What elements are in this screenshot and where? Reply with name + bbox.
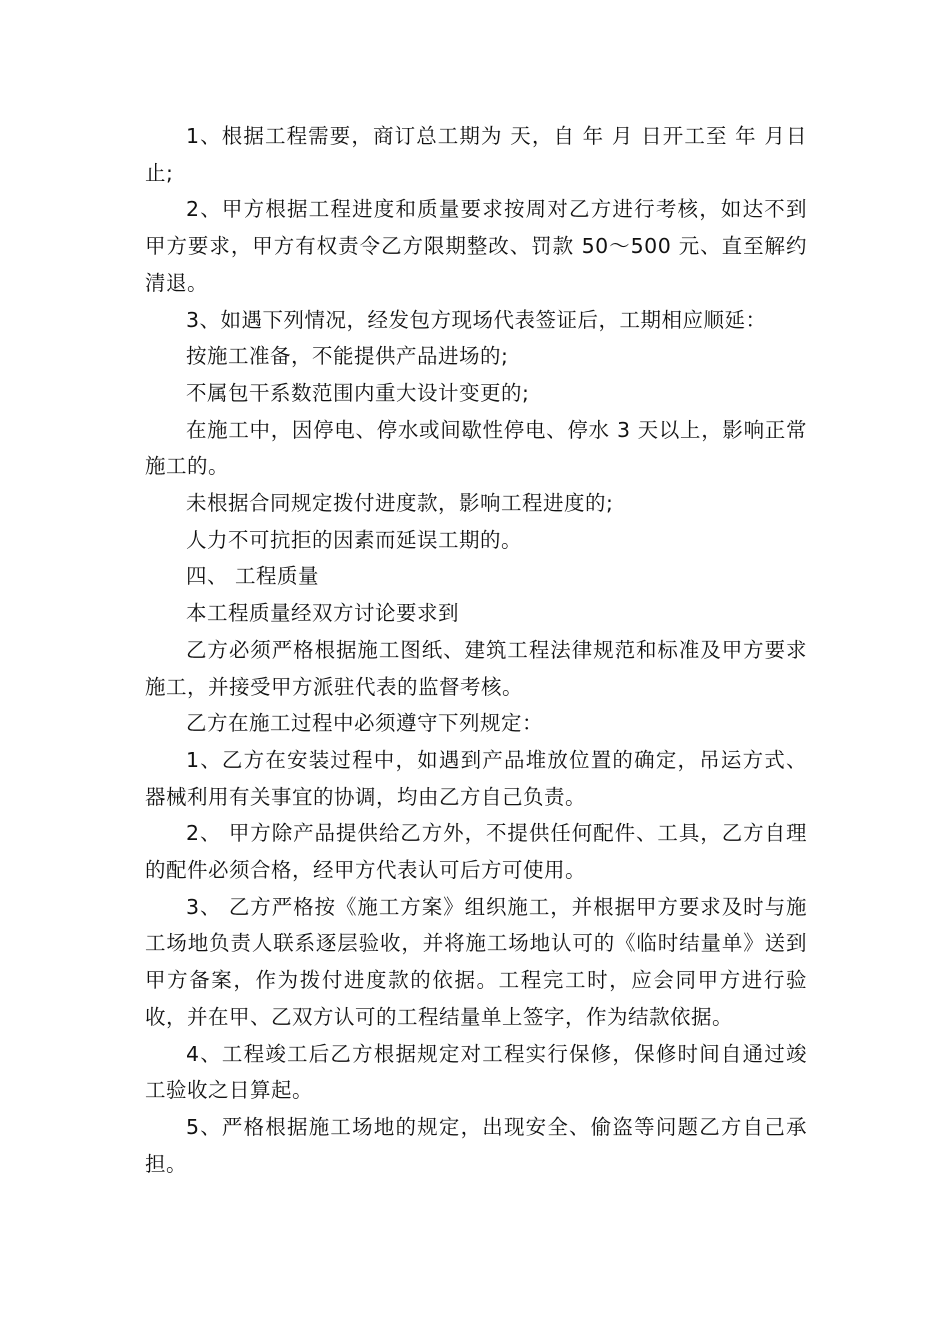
- paragraph-rule-site-safety: 5、严格根据施工场地的规定，出现安全、偷盗等问题乙方自己承担。: [145, 1114, 807, 1176]
- paragraph-rule-installation: 1、乙方在安装过程中，如遇到产品堆放位置的确定，吊运方式、器械利用有关事宜的协调，均由乙方自己负责。: [145, 747, 807, 809]
- paragraph-quality-target: 本工程质量经双方讨论要求到: [186, 601, 459, 626]
- paragraph-condition-force-majeure: 人力不可抗拒的因素而延误工期的。: [186, 527, 522, 552]
- paragraph-condition-payment-delay: 未根据合同规定拨付进度款，影响工程进度的;: [186, 491, 614, 516]
- paragraph-rule-warranty: 4、工程竣工后乙方根据规定对工程实行保修，保修时间自通过竣工验收之日算起。: [145, 1041, 807, 1103]
- paragraph-schedule-term: 1、根据工程需要，商订总工期为 天，自 年 月 日开工至 年 月日止;: [145, 124, 807, 185]
- paragraph-construction-standards: 乙方必须严格根据施工图纸、建筑工程法律规范和标准及甲方要求施工，并接受甲方派驻代表的监督考核。: [145, 637, 807, 699]
- paragraph-extension-conditions: 3、如遇下列情况，经发包方现场代表签证后，工期相应顺延：: [186, 307, 767, 332]
- paragraph-condition-power-water-outage: 在施工中，因停电、停水或间歇性停电、停水 3 天以上，影响正常施工的。: [145, 417, 807, 479]
- paragraph-weekly-assessment: 2、甲方根据工程进度和质量要求按周对乙方进行考核，如达不到甲方要求，甲方有权责令乙方限期整改、罚款 50～500 元、直至解约清退。: [145, 197, 807, 295]
- document-body: [145, 118, 807, 1182]
- paragraph-condition-product-supply: 按施工准备，不能提供产品进场的;: [186, 344, 509, 369]
- paragraph-condition-design-change: 不属包干系数范围内重大设计变更的;: [186, 380, 530, 405]
- section-heading-quality: 四、 工程质量: [186, 564, 320, 589]
- paragraph-rule-parts-tools: 2、 甲方除产品提供给乙方外，不提供任何配件、工具，乙方自理的配件必须合格，经甲方代表认可后方可使用。: [145, 821, 807, 883]
- paragraph-rule-construction-plan: 3、 乙方严格按《施工方案》组织施工，并根据甲方要求及时与施工场地负责人联系逐层验收，并将施工场地认可的《临时结量单》送到甲方备案，作为拨付进度款的依据。工程完工时，应会同甲方进行验收，并在甲、乙双方认可的工程结量单上签字，作为结款依据。: [145, 894, 807, 1029]
- paragraph-rules-intro: 乙方在施工过程中必须遵守下列规定：: [186, 711, 543, 736]
